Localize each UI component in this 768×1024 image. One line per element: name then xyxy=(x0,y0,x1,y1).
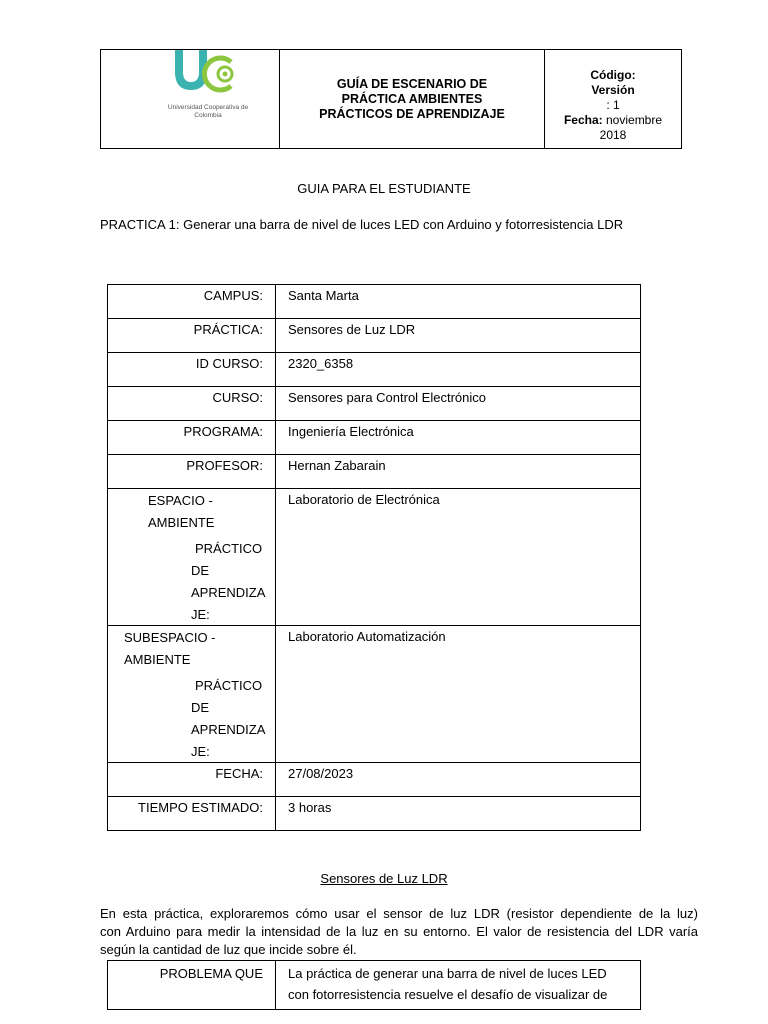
tiempo-value: 3 horas xyxy=(276,797,641,831)
subtitle: GUIA PARA EL ESTUDIANTE xyxy=(297,181,471,196)
table-row xyxy=(108,353,641,387)
curso-value: Sensores para Control Electrónico xyxy=(276,387,641,421)
codigo-label: Código: xyxy=(590,67,636,82)
table-row xyxy=(108,961,641,1010)
fecha-value: 27/08/2023 xyxy=(276,763,641,797)
fecha-value: noviembre xyxy=(606,112,663,127)
espacio-value: Laboratorio de Electrónica xyxy=(276,489,641,626)
fecha-line xyxy=(564,113,662,128)
university-logo xyxy=(161,50,241,102)
title-line: PRÁCTICA AMBIENTES xyxy=(341,91,483,106)
intro-paragraph xyxy=(100,905,698,959)
campus-value: Santa Marta xyxy=(276,285,641,319)
table-row xyxy=(108,285,641,319)
version-value: : 1 xyxy=(606,97,620,112)
course-info-table xyxy=(107,284,641,831)
table-row xyxy=(108,626,641,763)
table-row xyxy=(108,763,641,797)
profesor-value: Hernan Zabarain xyxy=(276,455,641,489)
practice-line: PRACTICA 1: Generar una barra de nivel de luces LED con Arduino y fotorresistencia LDR xyxy=(100,217,624,232)
subespacio-value: Laboratorio Automatización xyxy=(276,626,641,763)
idcurso-value: 2320_6358 xyxy=(276,353,641,387)
table-row xyxy=(108,489,641,626)
table-row xyxy=(108,797,641,831)
document-code-cell xyxy=(545,50,681,148)
subespacio-label: SUBESPACIO - AMBIENTE PRÁCTICO DE APRENDIZA JE: xyxy=(108,626,276,763)
practica-value: Sensores de Luz LDR xyxy=(276,319,641,353)
paragraph-line: con Arduino para medir la intensidad de la luz en su entorno. El valor de resistencia del LDR varía xyxy=(100,924,698,939)
section-title: Sensores de Luz LDR xyxy=(320,871,448,886)
fecha-label: FECHA: xyxy=(108,763,276,797)
paragraph-line: En esta práctica, exploraremos cómo usar el sensor de luz LDR (resistor dependiente de la luz) xyxy=(100,906,698,921)
programa-value: Ingeniería Electrónica xyxy=(276,421,641,455)
fecha-label: Fecha: xyxy=(563,112,603,127)
curso-label: CURSO: xyxy=(108,387,276,421)
problem-value xyxy=(276,961,641,1010)
document-title-cell xyxy=(280,50,545,148)
logo-text: Universidad Cooperativa de Colombia xyxy=(167,104,249,119)
document-header xyxy=(100,49,682,149)
idcurso-label: ID CURSO: xyxy=(108,353,276,387)
version-label: Versión xyxy=(591,82,635,97)
table-row xyxy=(108,387,641,421)
table-row xyxy=(108,455,641,489)
practica-label: PRÁCTICA: xyxy=(108,319,276,353)
problem-line: con fotorresistencia resuelve el desafío de visualizar de xyxy=(288,987,608,1002)
profesor-label: PROFESOR: xyxy=(108,455,276,489)
campus-label: CAMPUS: xyxy=(108,285,276,319)
table-row xyxy=(108,319,641,353)
problem-line: La práctica de generar una barra de nivel de luces LED xyxy=(288,966,607,981)
document-title xyxy=(319,77,505,122)
table-row xyxy=(108,421,641,455)
problem-table xyxy=(107,960,641,1010)
title-line: PRÁCTICOS DE APRENDIZAJE xyxy=(319,106,505,121)
fecha-year: 2018 xyxy=(599,127,627,142)
espacio-label: ESPACIO - AMBIENTE PRÁCTICO DE APRENDIZA JE: xyxy=(108,489,276,626)
paragraph-line: según la cantidad de luz que incide sobre él. xyxy=(100,942,357,957)
problem-label: PROBLEMA QUE xyxy=(108,961,276,1010)
tiempo-label: TIEMPO ESTIMADO: xyxy=(108,797,276,831)
logo-cell xyxy=(101,50,280,148)
title-line: GUÍA DE ESCENARIO DE xyxy=(336,76,488,91)
programa-label: PROGRAMA: xyxy=(108,421,276,455)
